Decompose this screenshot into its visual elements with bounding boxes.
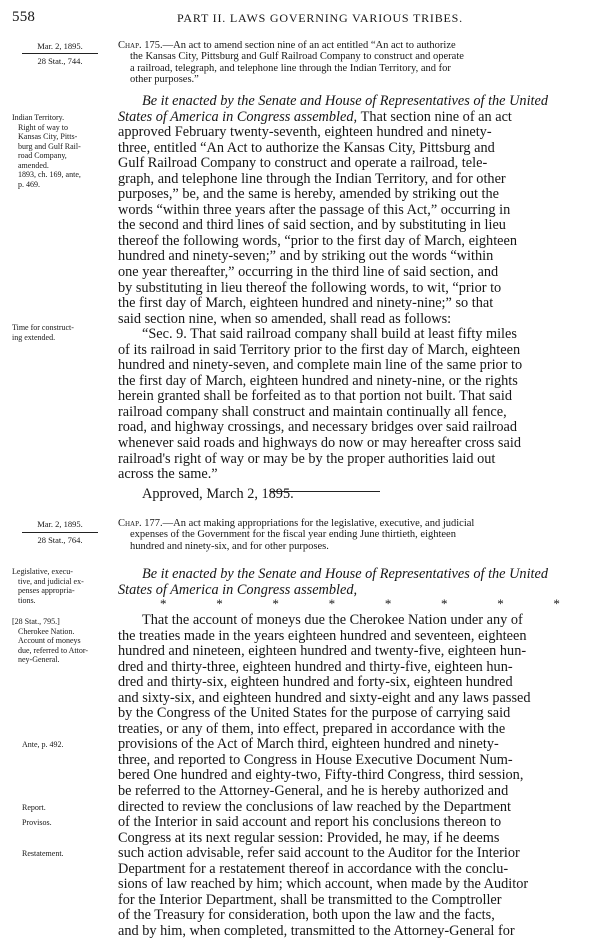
body-line: of the Interior in said account and report his conclusions thereon to [118,814,502,831]
act2-enacting-line-2: States of America in Congress assembled, [118,581,358,598]
star: * [384,596,392,611]
section-line: across the same.” [118,466,218,483]
act1-enacting-line-2: States of America in Congress assembled, That section nine of an act [118,108,512,125]
body-line: That the account of moneys due the Cherokee Nation under any of [142,612,523,628]
act2-chapter-line: expenses of the Government for the fiscal year ending June thirtieth, eighteen [130,529,456,541]
section-line: railroad's right of way or may be by the proper authorities laid out [118,450,496,467]
margin-line: tive, and judicial ex- [18,576,84,586]
act2-chapter-label: Chap. 177. [118,518,163,529]
margin-line: tions. [18,595,36,605]
margin-line: due, referred to Attor- [18,645,89,655]
act2-date: Mar. 2, 1895. [37,519,83,529]
section-line: of its railroad in said Territory prior to the first day of March, eighteen [118,341,521,358]
act2-date-rule [22,532,98,533]
act2-enacting [118,567,584,598]
section-line: the first day of March, eighteen hundred and ninety-nine, or the rights [118,372,518,389]
margin-line: ney-General. [18,655,60,664]
section-divider [270,491,380,492]
body-line: for the Interior Department, shall be transmitted to the Comptroller [118,891,502,908]
section-line: herein granted shall be forfeited as to that portion not built. That said [118,388,512,405]
act2-margin-note-cherokee [12,617,112,665]
ellipsis-stars [140,596,580,612]
act1-date-rule [22,53,98,54]
body-line: said section nine, when so amended, shall read as follows: [118,310,452,327]
act1-chapter-label: Chap. 175. [118,40,163,51]
star: * [160,596,167,611]
body-line: by the Congress of the United States for the purpose of carrying said [118,705,511,722]
body-line: three, and reported to Congress in House Executive Document Num- [118,751,513,768]
star: * [553,596,560,611]
body-line: graph, and telephone line through the Indian Territory, and for other [118,170,506,187]
margin-line: amended. [18,160,49,170]
act2-enacting-clause: Be it enacted by the Senate and House of Representatives of the United [142,566,549,582]
act2-chapter-heading [118,518,584,552]
act2-margin-note-report: Report. [22,803,46,812]
body-line: treaties, or any of them, into effect, prepared in accordance with the [118,720,506,737]
act1-statute: 28 Stat., 744. [37,56,83,66]
act1-chapter-line: —An act to amend section nine of an act entitled “An act to authorize [162,40,456,51]
body-line: directed to review the conclusions of law reached by the Department [118,798,512,815]
section-line: railroad company shall construct and maintain continually all fence, [118,403,507,420]
act1-margin-note-time [12,323,112,342]
section-line: road, and highway crossings, and necessary bridges over said railroad [118,419,518,436]
body-line: Department for a restatement thereof in accordance with the conclu- [118,860,509,877]
section-line: “Sec. 9. That said railroad company shall build at least fifty miles [142,326,517,343]
body-line: such action advisable, refer said account to the Auditor for the Interior [118,845,520,862]
body-line: one year thereafter,” occurring in the third line of said section, and [118,264,499,281]
act1-chapter-heading [118,40,584,85]
body-line: three, entitled “An Act to authorize the Kansas City, Pittsburg and [118,139,495,156]
body-line: bered One hundred and eighty-two, Fifty-third Congress, third session, [118,767,524,784]
body-line: hundred and nineteen, eighteen hundred and twenty-five, eighteen hun- [118,643,527,660]
body-line: purposes,” be, and the same is hereby, amended by striking out the [118,186,500,203]
body-line: of the Treasury for consideration, both upon the law and the facts, [118,907,495,924]
act1-chapter-line: the Kansas City, Pittsburg and Gulf Railroad Company to construct and operate [130,51,464,63]
star: * [497,596,504,611]
margin-line: Time for construct- [12,323,74,332]
section-line: whenever said roads and highways do now or may hereafter cross said [118,435,521,452]
body-line: by substituting in lieu thereof the following words, to wit, “prior to [118,279,502,296]
body-line: words “within three years after the passage of this Act,” occurring in [118,201,511,218]
star: * [328,596,336,611]
running-title: PART II. LAWS GOVERNING VARIOUS TRIBES. [177,11,463,25]
body-line: the treaties made in the years eighteen hundred and seventeen, eighteen [118,627,527,644]
body-line: Gulf Railroad Company to construct and operate a railroad, tele- [118,155,488,172]
act2-margin-note-provisos: Provisos. [22,818,52,827]
star: * [272,596,279,611]
body-line: and by him, when completed, transmitted to the Attorney-General for [118,922,515,939]
body-line: thereof the following words, “prior to the first day of March, eighteen [118,232,518,249]
star: * [216,596,223,611]
act1-body [118,94,584,502]
star: * [441,596,448,611]
body-line: the second and third lines of said section, and by substituting in lieu [118,217,506,234]
margin-line: penses appropria- [18,586,75,595]
body-line: be referred to the Attorney-General, and he is hereby authorized and [118,783,509,800]
act2-margin-note-restatement: Restatement. [22,849,64,858]
act1-approved: Approved, March 2, 1895. [142,485,294,502]
margin-line: Legislative, execu- [12,567,73,576]
body-line: dred and thirty-six, eighteen hundred and forty-six, eighteen hundred [118,674,513,691]
act2-margin-note-ante: Ante, p. 492. [22,740,64,749]
page-number: 558 [12,9,36,25]
act1-chapter-line: other purposes.” [130,73,199,85]
act1-chapter-line: a railroad, telegraph, and telephone line through the Indian Territory, and for [130,62,451,74]
body-line: provisions of the Act of March third, eighteen hundred and ninety- [118,736,499,753]
body-line: the first day of March, eighteen hundred and ninety-nine;” so that [118,295,494,312]
margin-line: Right of way to [18,122,68,132]
margin-line: Indian Territory. [12,113,65,122]
act1-margin-note-right-of-way [12,113,112,189]
act2-statute: 28 Stat., 764. [37,535,83,545]
margin-line: 1893, ch. 169, ante, [18,170,81,179]
body-line: Congress at its next regular session: Provided, he may, if he deems [118,829,500,846]
act2-chapter-line: —An act making appropriations for the legislative, executive, and judicial [162,518,475,529]
act2-chapter-line: hundred and ninety-six, and for other purposes. [130,540,329,552]
margin-line: Kansas City, Pitts- [18,132,78,141]
body-line: and sixty-six, and eighteen hundred and sixty-eight and any laws passed [118,689,531,706]
margin-line: road Company, [18,151,67,160]
margin-line: ing extended. [12,332,56,342]
margin-line: Account of moneys [18,636,81,645]
margin-line: burg and Gulf Rail- [18,141,81,151]
section-line: hundred and ninety-seven, and complete main line of the same prior to [118,357,523,374]
act1-enacting-clause: Be it enacted by the Senate and House of Representatives of the United [142,93,549,109]
margin-line: [28 Stat., 795.] [12,617,60,626]
act2-margin-note-appropriations [12,567,112,605]
margin-line: Cherokee Nation. [18,626,75,636]
margin-line: p. 469. [18,179,40,189]
act2-body [118,613,584,939]
body-line: sions of law reached by him; which account, when made by the Auditor [118,876,529,893]
act1-date: Mar. 2, 1895. [37,41,83,51]
body-line: approved February twenty-seventh, eighteen hundred and ninety- [118,124,492,141]
body-line: hundred and ninety-seven;” and by striking out the words “within [118,248,494,265]
body-line: dred and thirty-three, eighteen hundred and thirty-five, eighteen hun- [118,658,513,675]
